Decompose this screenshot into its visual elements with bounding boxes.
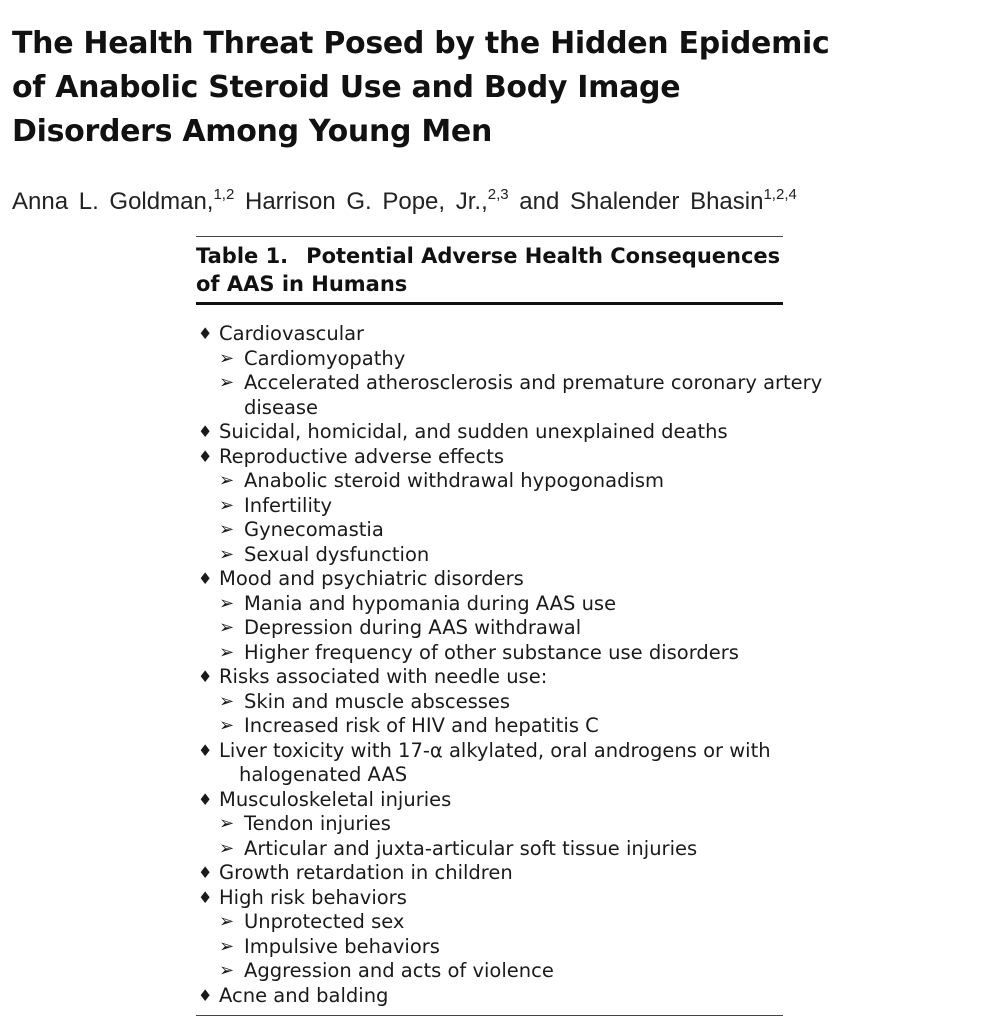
list-item-line: Increased risk of HIV and hepatitis C	[244, 714, 599, 737]
list-item-text	[244, 935, 822, 960]
list-item-text	[219, 445, 822, 470]
list-subitem	[196, 494, 822, 519]
list-item-text	[244, 469, 822, 494]
arrowhead-bullet-icon: ➢	[219, 494, 235, 516]
list-item-line: Acne and balding	[219, 983, 389, 1007]
diamond-bullet-icon: ♦	[198, 863, 213, 882]
arrowhead-bullet-icon: ➢	[219, 911, 235, 932]
arrowhead-bullet-icon: ➢	[219, 813, 235, 834]
list-item-line: High risk behaviors	[219, 885, 407, 909]
list-item-line: Mania and hypomania during AAS use	[244, 591, 617, 615]
list-item-line: Unprotected sex	[244, 910, 405, 933]
list-item-text	[244, 494, 822, 519]
list-item-text	[244, 518, 822, 543]
title-line: Disorders Among Young Men	[12, 114, 493, 150]
list-item-text	[219, 665, 822, 690]
list-item-text	[219, 567, 822, 592]
list-item-line: Gynecomastia	[244, 518, 384, 541]
list-item-text	[244, 910, 822, 935]
list-item-line: halogenated AAS	[239, 763, 408, 786]
list-item-line: disease	[244, 395, 319, 419]
arrowhead-bullet-icon: ➢	[219, 935, 235, 957]
list-subitem	[196, 347, 822, 372]
list-item-line: Skin and muscle abscesses	[244, 689, 511, 713]
list-item-text	[219, 984, 822, 1009]
list-item-text	[244, 714, 822, 739]
list-subitem	[196, 837, 822, 862]
arrowhead-bullet-icon: ➢	[219, 690, 235, 712]
list-subitem	[196, 714, 822, 739]
list-item-line: Risks associated with needle use:	[219, 665, 548, 688]
list-item	[196, 322, 822, 347]
list-item	[196, 739, 822, 788]
list-item-line: Mood and psychiatric disorders	[219, 567, 524, 590]
list-item-line: Liver toxicity with 17-α alkylated, oral androgens or with	[219, 738, 771, 762]
list-item-line: Aggression and acts of violence	[244, 959, 554, 982]
list-subitem	[196, 469, 822, 494]
list-item	[196, 788, 822, 813]
arrowhead-bullet-icon: ➢	[219, 470, 235, 491]
table-label: Table 1.	[196, 244, 289, 268]
diamond-bullet-icon: ♦	[198, 985, 213, 1005]
list-item-text	[244, 347, 822, 372]
arrowhead-bullet-icon: ➢	[219, 347, 235, 369]
list-item-text	[244, 837, 822, 862]
list-item-line: Infertility	[244, 493, 333, 517]
list-subitem	[196, 518, 822, 543]
diamond-bullet-icon: ♦	[198, 422, 213, 441]
arrowhead-bullet-icon: ➢	[219, 641, 235, 663]
title-line: of Anabolic Steroid Use and Body Image	[12, 70, 681, 106]
list-item-text	[244, 371, 822, 420]
list-item	[196, 984, 822, 1009]
list-subitem	[196, 543, 822, 568]
list-item-text	[219, 420, 822, 445]
list-item-line: Cardiovascular	[219, 322, 365, 345]
arrowhead-bullet-icon: ➢	[219, 543, 235, 565]
list-item-text	[219, 739, 822, 788]
list-item-line: Accelerated atherosclerosis and premature coronary artery	[244, 371, 823, 394]
table-caption	[196, 242, 780, 298]
arrowhead-bullet-icon: ➢	[219, 960, 235, 981]
list-item-line: Cardiomyopathy	[244, 346, 406, 370]
list-item-text	[244, 812, 822, 837]
list-item-line: Impulsive behaviors	[244, 934, 440, 958]
list-item-text	[244, 690, 822, 715]
table-top-rule	[196, 236, 783, 237]
author-affiliation: 1,2	[213, 186, 235, 203]
arrowhead-bullet-icon: ➢	[219, 837, 235, 859]
list-item	[196, 567, 822, 592]
list-item-text	[244, 592, 822, 617]
consequence-list	[196, 322, 822, 1008]
list-item	[196, 420, 822, 445]
table-caption-text: Potential Adverse Health Consequences	[306, 244, 781, 268]
list-item	[196, 665, 822, 690]
diamond-bullet-icon: ♦	[198, 446, 213, 466]
list-subitem	[196, 935, 822, 960]
diamond-bullet-icon: ♦	[198, 789, 213, 809]
list-subitem	[196, 959, 822, 984]
list-item-line: Sexual dysfunction	[244, 542, 430, 566]
list-item-text	[219, 886, 822, 911]
list-item-text	[219, 861, 822, 886]
list-subitem	[196, 616, 822, 641]
list-item-text	[219, 322, 822, 347]
list-item-text	[219, 788, 822, 813]
list-item	[196, 886, 822, 911]
list-item-line: Anabolic steroid withdrawal hypogonadism	[244, 469, 665, 492]
arrowhead-bullet-icon: ➢	[219, 592, 235, 614]
table-caption-line	[196, 242, 780, 270]
author-list	[12, 184, 797, 220]
list-item-line: Musculoskeletal injuries	[219, 787, 452, 811]
list-item	[196, 861, 822, 886]
list-subitem	[196, 371, 822, 420]
list-item-line: Articular and juxta-articular soft tissue injuries	[244, 836, 698, 860]
author-affiliation: 2,3	[487, 186, 509, 203]
list-subitem	[196, 812, 822, 837]
list-subitem	[196, 690, 822, 715]
arrowhead-bullet-icon: ➢	[219, 715, 235, 736]
list-item-line: Tendon injuries	[244, 812, 391, 835]
diamond-bullet-icon: ♦	[198, 569, 213, 588]
diamond-bullet-icon: ♦	[198, 667, 213, 686]
arrowhead-bullet-icon: ➢	[219, 372, 235, 393]
table-bottom-rule	[196, 1015, 783, 1016]
arrowhead-bullet-icon: ➢	[219, 617, 235, 638]
diamond-bullet-icon: ♦	[198, 324, 213, 343]
list-subitem	[196, 592, 822, 617]
list-item-text	[244, 959, 822, 984]
diamond-bullet-icon: ♦	[198, 887, 213, 907]
author-name: Harrison G. Pope, Jr.,	[244, 188, 488, 215]
list-item-text	[244, 543, 822, 568]
list-item-text	[244, 616, 822, 641]
list-item-text	[244, 641, 822, 666]
list-subitem	[196, 641, 822, 666]
title-line: The Health Threat Posed by the Hidden Epidemic	[12, 26, 830, 62]
list-item-line: Higher frequency of other substance use disorders	[244, 640, 739, 664]
arrowhead-bullet-icon: ➢	[219, 519, 235, 540]
author-name: and Shalender Bhasin	[519, 188, 764, 215]
paper-title	[12, 22, 912, 154]
diamond-bullet-icon: ♦	[198, 740, 213, 760]
author-affiliation: 1,2,4	[763, 186, 797, 203]
list-item-line: Growth retardation in children	[219, 861, 513, 884]
list-item-line: Reproductive adverse effects	[219, 444, 505, 468]
list-item-line: Suicidal, homicidal, and sudden unexplained deaths	[219, 420, 728, 443]
author-name: Anna L. Goldman,	[12, 188, 214, 215]
list-subitem	[196, 910, 822, 935]
table-caption-line: of AAS in Humans	[196, 272, 408, 296]
list-item-line: Depression during AAS withdrawal	[244, 616, 582, 639]
table-header-rule	[196, 302, 783, 305]
list-item	[196, 445, 822, 470]
